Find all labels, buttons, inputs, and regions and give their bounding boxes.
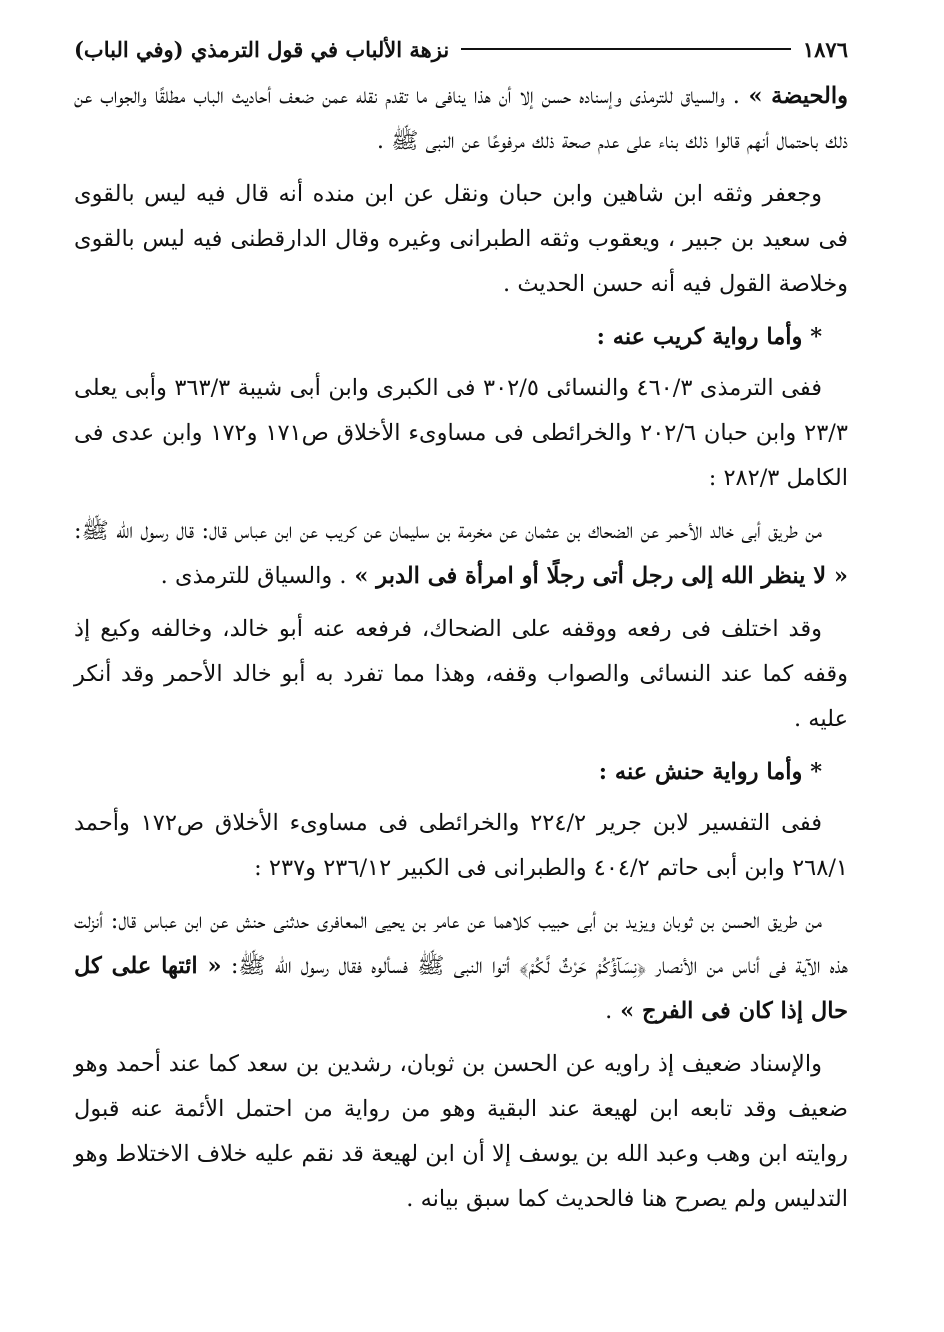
text-run: وقد اختلف فى رفعه ووقفه على الضحاك، فرفعه عنه أبو خالد، وخالفه وكيع إذ وقفه كما عند النسائى والصواب وقفه، وهذا مما تفرد به أبو خالد الأحمر وقد أنكر عليه . [74,616,848,732]
header-rule [461,48,791,50]
paragraph [74,172,848,307]
bold-text: * وأما رواية كريب عنه : [596,324,822,350]
section-heading [74,750,848,795]
text-run: وجعفر وثقه ابن شاهين وابن حبان ونقل عن ابن منده أنه قال فيه ليس بالقوى فى سعيد بن جبير ، ويعقوب وثقه الطبرانى وغيره وقال الدارقطنى فيه ليس بالقوى وخلاصة القول فيه أنه حسن الحديث . [74,181,848,297]
bold-text: والحيضة » [739,83,848,109]
paragraph [74,74,848,164]
running-header [74,30,848,68]
bold-text: * وأما رواية حنش عنه : [598,759,822,785]
paragraph [74,801,848,891]
page-number: ١٨٧٦ [802,36,848,62]
text-run: من طريق أبى خالد الأحمر عن الضحاك بن عثمان عن مخرمة بن سليمان عن كريب عن ابن عباس قال: قال رسول الله ﷺ: [74,518,822,544]
text-run: . والسياق للترمذى وإسناده حسن إلا أن هذا ينافى ما تقدم نقله عمن ضعف أحاديث الباب مطلقًا والجواب عن ذلك باحتمال أنهم قالوا ذلك بناء على عدم صحة ذلك مرفوعًا عن النبى ﷺ . [74,83,848,154]
bold-text: « لا ينظر الله إلى رجل أتى رجلًا أو امرأة فى الدبر » [346,563,848,589]
paragraph [74,366,848,501]
page-body [74,74,848,1222]
paragraph [74,1042,848,1222]
paragraph [74,899,848,1034]
text-run: ففى الترمذى ٤٦٠/٣ والنسائى ٣٠٢/٥ فى الكبرى وابن أبى شيبة ٣٦٣/٣ وأبى يعلى ٢٣/٣ وابن حبان ٢٠٢/٦ والخرائطى فى مساوىء الأخلاق ص١٧١ و١٧٢ وابن عدى فى الكامل ٢٨٢/٣ : [74,375,848,491]
header-title: نزهة الألباب في قول الترمذي (وفي الباب) [74,36,450,62]
section-heading [74,315,848,360]
text-run: . [605,998,613,1024]
text-run: من طريق الحسن بن ثوبان ويزيد بن أبى حبيب كلاهما عن عامر بن يحيى المعافرى حدثنى حنش عن ابن عباس قال: أنزلت هذه الآية فى أناس من الأنصار ﴿نِسَآؤُكُمْ حَرْثٌ لَّكُمْ﴾ أتوا النبى ﷺ فسألوه فقال رسول الله ﷺ: [74,908,848,979]
paragraph [74,607,848,742]
bold-text: « ائتها على كل حال إذا كان فى الفرج » [74,953,848,1024]
text-run: . والسياق للترمذى . [160,563,347,589]
paragraph [74,509,848,599]
text-run: ففى التفسير لابن جرير ٢٢٤/٢ والخرائطى فى مساوىء الأخلاق ص١٧٢ وأحمد ٢٦٨/١ وابن أبى حاتم ٤٠٤/٢ والطبرانى فى الكبير ٢٣٦/١٢ و٢٣٧ : [74,810,848,881]
text-run: والإسناد ضعيف إذ راويه عن الحسن بن ثوبان، رشدين بن سعد كما عند أحمد وهو ضعيف وقد تابعه ابن لهيعة عند البقية وهو من رواية من احتمل الأئمة عنه قبول روايته ابن وهب وعبد الله بن يوسف إلا أن ابن لهيعة قد نقم عليه خلاف الاختلاط وهو التدليس ولم يصرح هنا فالحديث كما سبق بيانه . [74,1051,848,1212]
